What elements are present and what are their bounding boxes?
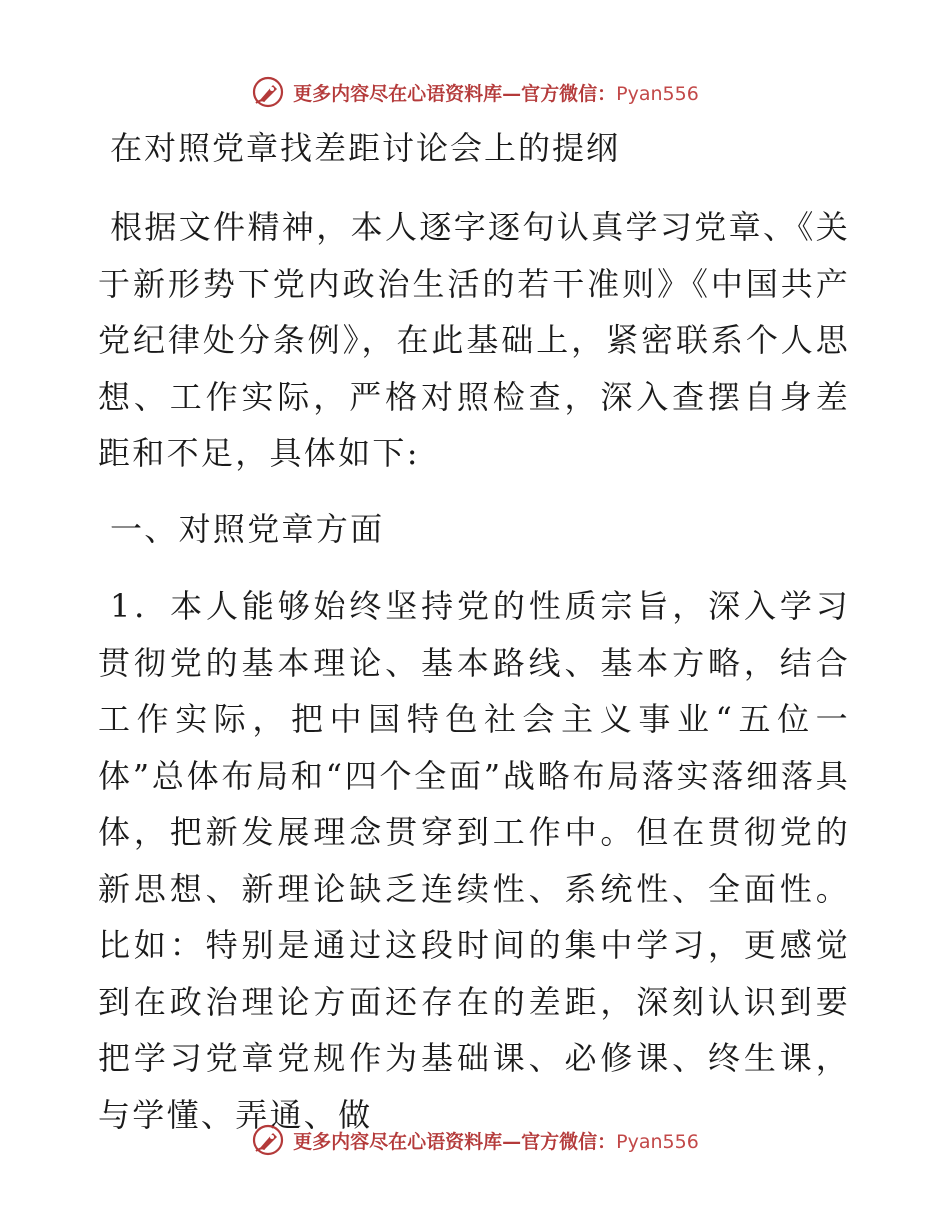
watermark-text: 更多内容尽在心语资料库—官方微信：Pyan556 <box>293 82 699 105</box>
watermark-header <box>0 72 950 112</box>
pen-nib-logo-icon <box>251 75 285 109</box>
item-1-text: 1．本人能够始终坚持党的性质宗旨，深入学习贯彻党的基本理论、基本路线、基本方略，结合工作实际，把中国特色社会主义事业“五位一体”总体布局和“四个全面”战略布局落实落细落具体，把新发展理念贯穿到工作中。但在贯彻党的新思想、新理论缺乏连续性、系统性、全面性。比如：特别是通过这段时间的集中学习，更感觉到在政治理论方面还存在的差距，深刻认识到要把学习党章党规作为基础课、必修课、终生课，与学懂、弄通、做 <box>98 587 850 1134</box>
document-title: 在对照党章找差距讨论会上的提纲 <box>110 129 621 167</box>
item-1-paragraph <box>98 578 850 1143</box>
intro-paragraph-text: 根据文件精神，本人逐字逐句认真学习党章、《关于新形势下党内政治生活的若干准则》《中国共产党纪律处分条例》，在此基础上，紧密联系个人思想、工作实际，严格对照检查，深入查摆自身差距和不足，具体如下: <box>98 208 850 472</box>
watermark-text: 更多内容尽在心语资料库—官方微信：Pyan556 <box>293 1130 699 1153</box>
intro-paragraph <box>98 199 850 482</box>
section-heading: 一、对照党章方面 <box>110 510 385 548</box>
watermark-wechat-id: Pyan556 <box>616 82 699 105</box>
pen-nib-logo-icon <box>251 1123 285 1157</box>
watermark-footer <box>0 1120 950 1160</box>
watermark-wechat-id: Pyan556 <box>616 1130 699 1153</box>
